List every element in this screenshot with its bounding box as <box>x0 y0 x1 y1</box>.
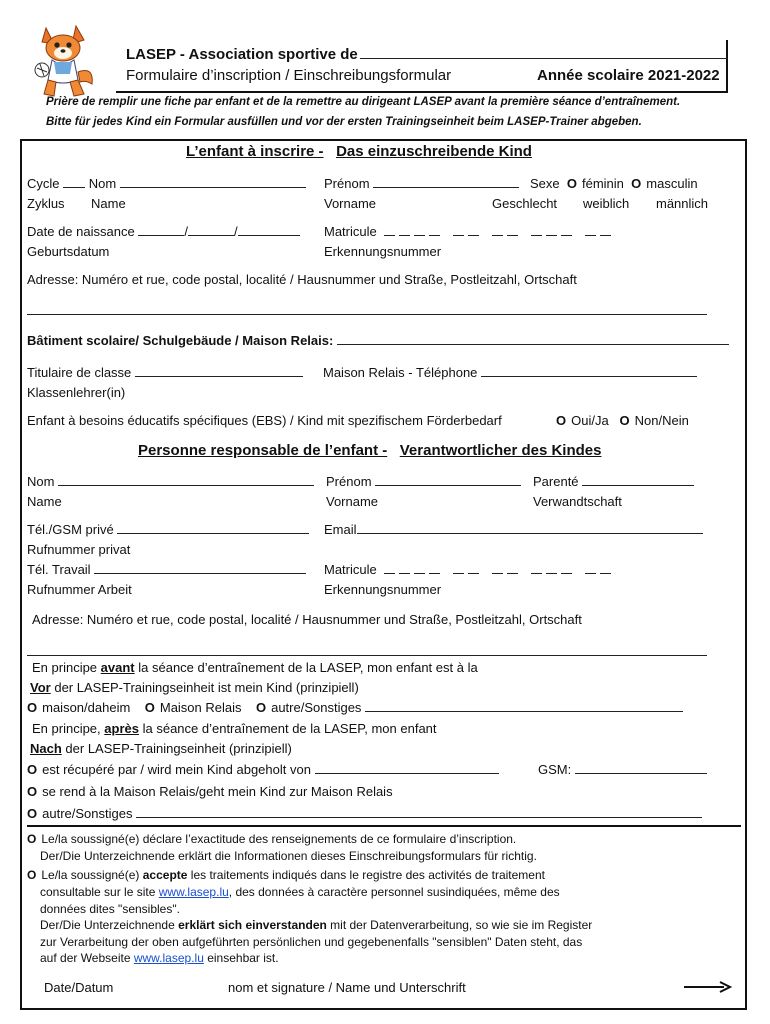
form-title: Formulaire d’inscription / Einschreibungsformular <box>126 67 452 84</box>
private-phone-row: Tél./GSM privé <box>27 522 309 537</box>
before-other-radio[interactable]: O <box>255 700 267 715</box>
pickup-person-field[interactable] <box>315 762 499 774</box>
zyklus-label: Zyklus <box>27 196 65 211</box>
org-title: LASEP - Association sportive de <box>126 46 728 63</box>
gsm-row: GSM: <box>538 762 707 777</box>
declaration-2-fr-line-2: consultable sur le site www.lasep.lu, des données à caractère personnel susindiquées, même des <box>40 885 560 899</box>
child-matricule-row[interactable]: Matricule <box>324 224 615 239</box>
declaration-2-de-line-3: auf der Webseite www.lasep.lu einsehbar ist. <box>40 951 279 965</box>
birthdate-row: Date de naissance / / <box>27 224 300 239</box>
private-phone-field[interactable] <box>117 522 309 534</box>
before-home-radio[interactable]: O <box>27 700 38 715</box>
school-year: Année scolaire 2021-2022 <box>537 67 720 84</box>
child-sex-row: Sexe O féminin O masculin <box>530 176 698 191</box>
after-other-field[interactable] <box>136 806 702 818</box>
vorname-label: Vorname <box>324 196 377 211</box>
child-cycle-row: Cycle Nom <box>27 176 306 191</box>
child-firstname-field[interactable] <box>373 176 519 188</box>
lasep-website-link[interactable]: www.lasep.lu <box>158 885 229 899</box>
declaration-1-de: Der/Die Unterzeichnende erklärt die Informationen dieses Einschreibungsformulars für richtig. <box>40 849 537 863</box>
guardian-relation-field[interactable] <box>582 474 694 486</box>
guardian-name-label-de: Name <box>27 494 62 509</box>
birth-day-field[interactable] <box>138 224 184 236</box>
instruction-fr: Prière de remplir une fiche par enfant et de la remettre au dirigeant LASEP avant la première séance d’entraînement. <box>46 96 681 108</box>
maison-relais-phone-row: Maison Relais - Téléphone <box>323 365 697 380</box>
ebs-options: O Oui/Ja O Non/Nein <box>556 413 689 428</box>
birth-year-field[interactable] <box>238 224 300 236</box>
weiblich-label: weiblich <box>583 196 630 211</box>
guardian-address-label: Adresse: Numéro et rue, code postal, localité / Hausnummer und Straße, Postleitzahl, Ortschaft <box>32 612 582 627</box>
male-radio[interactable]: O <box>631 176 642 191</box>
work-phone-field[interactable] <box>94 562 306 574</box>
child-name-field[interactable] <box>120 176 306 188</box>
ruf-privat-label: Rufnummer privat <box>27 542 131 557</box>
before-maison-relais-radio[interactable]: O <box>144 700 155 715</box>
declaration-divider <box>27 825 741 827</box>
maison-relais-phone-field[interactable] <box>481 365 697 377</box>
declaration-2-de-line-2: zur Verarbeitung der oben aufgeführten persönlichen und gegebenenfalls "sensiblen" Daten steht, das <box>40 935 583 949</box>
signature-label: nom et signature / Name und Unterschrift <box>228 980 466 995</box>
after-other-row: O autre/Sonstiges <box>27 806 702 821</box>
guardian-matricule-row[interactable]: Matricule <box>324 562 615 577</box>
after-line-1: En principe, après la séance d’entraînement de la LASEP, mon enfant <box>32 721 437 736</box>
after-other-radio[interactable]: O <box>27 806 38 821</box>
ebs-no-radio[interactable]: O <box>619 413 630 428</box>
klassenlehrer-label: Klassenlehrer(in) <box>27 385 126 400</box>
verwandtschaft-label: Verwandtschaft <box>533 494 622 509</box>
geschlecht-label: Geschlecht <box>492 196 558 211</box>
school-building-field[interactable] <box>337 333 729 345</box>
instruction-de: Bitte für jedes Kind ein Formular ausfüllen und vor der ersten Trainingseinheit beim LASEP-Trainer abgeben. <box>46 116 642 128</box>
guardian-section-title: Personne responsable de l’enfant - Verantwortlicher des Kindes <box>138 442 602 459</box>
declaration-1-checkbox[interactable]: O <box>27 832 37 846</box>
guardian-vorname-label: Vorname <box>326 494 379 509</box>
guardian-firstname-field[interactable] <box>375 474 521 486</box>
cycle-field[interactable] <box>63 176 85 188</box>
class-teacher-field[interactable] <box>135 365 303 377</box>
geburtsdatum-label: Geburtsdatum <box>27 244 110 259</box>
after-maison-relais-row: O se rend à la Maison Relais/geht mein Kind zur Maison Relais <box>27 784 393 799</box>
before-options: O maison/daheim O Maison Relais O autre/Sonstiges <box>27 700 683 715</box>
name-label-de: Name <box>91 196 126 211</box>
gsm-field[interactable] <box>575 762 707 774</box>
declaration-2-de-line-1: Der/Die Unterzeichnende erklärt sich einverstanden mit der Datenverarbeitung, so wie sie im Register <box>40 918 593 932</box>
guardian-relation-row: Parenté <box>533 474 694 489</box>
arrow-right-icon <box>684 980 732 994</box>
before-line-1: En principe avant la séance d’entraînement de la LASEP, mon enfant est à la <box>32 660 478 675</box>
child-section-title: L’enfant à inscrire - Das einzuschreibende Kind <box>186 143 532 160</box>
school-building-row: Bâtiment scolaire/ Schulgebäude / Maison Relais: <box>27 333 729 348</box>
after-maison-relais-radio[interactable]: O <box>27 784 38 799</box>
child-address-field[interactable] <box>27 314 707 315</box>
after-line-2: Nach der LASEP-Trainingseinheit (prinzipiell) <box>30 741 292 756</box>
guardian-erkennungsnummer-label: Erkennungsnummer <box>324 582 442 597</box>
guardian-name-field[interactable] <box>58 474 314 486</box>
before-line-2: Vor der LASEP-Trainingseinheit ist mein Kind (prinzipiell) <box>30 680 359 695</box>
lasep-mascot-logo <box>32 22 98 100</box>
maennlich-label: männlich <box>656 196 709 211</box>
email-field[interactable] <box>357 522 703 534</box>
email-row: Email <box>324 522 703 537</box>
birth-month-field[interactable] <box>188 224 234 236</box>
declaration-2-checkbox[interactable]: O <box>27 868 37 882</box>
lasep-website-link-de[interactable]: www.lasep.lu <box>133 951 204 965</box>
declaration-2-fr-line-1: O Le/la soussigné(e) accepte les traitements indiqués dans le registre des activités de traitement <box>27 868 545 882</box>
work-phone-row: Tél. Travail <box>27 562 306 577</box>
child-address-label: Adresse: Numéro et rue, code postal, localité / Hausnummer und Straße, Postleitzahl, Ortschaft <box>27 272 577 287</box>
guardian-firstname-row: Prénom <box>326 474 521 489</box>
ebs-label: Enfant à besoins éducatifs spécifiques (EBS) / Kind mit spezifischem Förderbedarf <box>27 413 502 428</box>
guardian-name-row: Nom <box>27 474 314 489</box>
ruf-arbeit-label: Rufnummer Arbeit <box>27 582 132 597</box>
female-radio[interactable]: O <box>566 176 577 191</box>
club-name-field[interactable] <box>360 47 728 59</box>
declaration-2-fr-line-3: données dites "sensibles". <box>40 902 180 916</box>
class-teacher-row: Titulaire de classe <box>27 365 303 380</box>
before-other-field[interactable] <box>365 700 683 712</box>
guardian-address-field[interactable] <box>27 655 707 656</box>
ebs-yes-radio[interactable]: O <box>556 413 567 428</box>
after-pickup-radio[interactable]: O <box>27 762 38 777</box>
erkennungsnummer-label: Erkennungsnummer <box>324 244 442 259</box>
declaration-1-fr: O Le/la soussigné(e) déclare l’exactitude des renseignements de ce formulaire d’inscription. <box>27 832 517 846</box>
date-label: Date/Datum <box>44 980 114 995</box>
after-pickup-row: O est récupéré par / wird mein Kind abgeholt von <box>27 762 499 777</box>
child-firstname-row: Prénom <box>324 176 519 191</box>
